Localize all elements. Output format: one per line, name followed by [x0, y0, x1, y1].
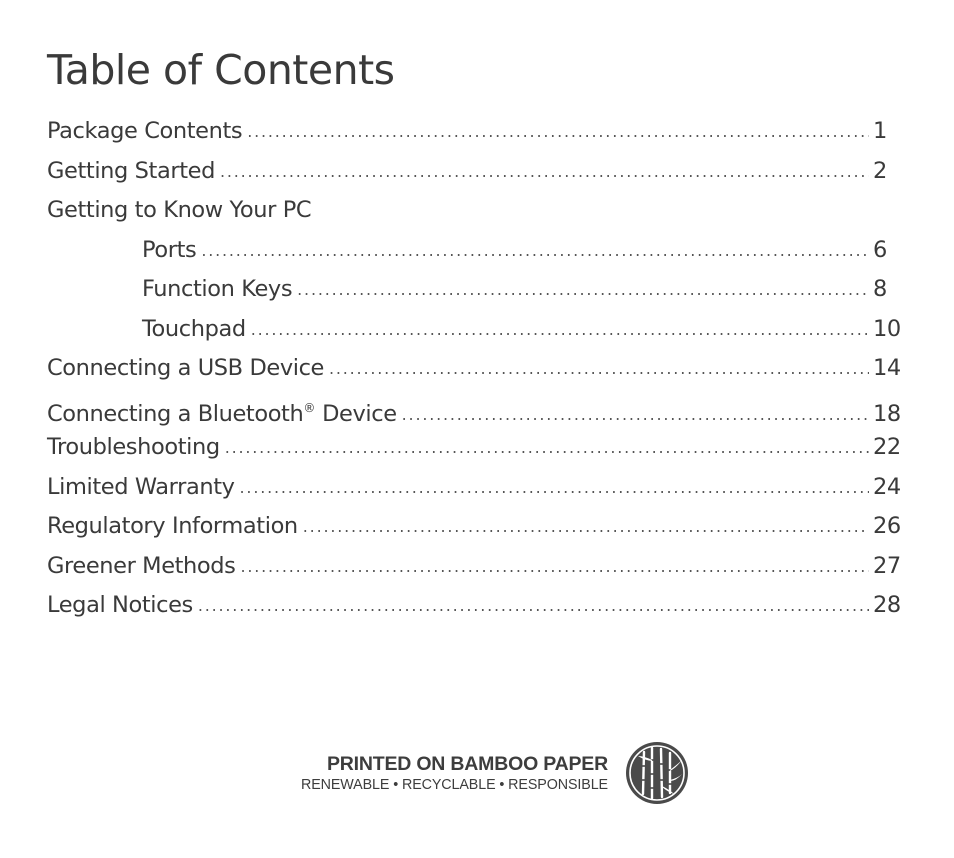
bamboo-icon: [624, 740, 690, 806]
registered-mark: ®: [303, 400, 316, 415]
dot-leader: [225, 428, 869, 468]
page-title: Table of Contents: [47, 46, 395, 94]
toc-page-number: 14: [873, 355, 901, 381]
toc-entry-label: Package Contents: [47, 118, 243, 144]
toc-page-number: 1: [873, 118, 887, 144]
toc-page-number: 2: [873, 157, 887, 184]
toc-page-number: 26: [873, 513, 901, 539]
dot-leader: [247, 112, 869, 152]
toc-entry-troubleshooting[interactable]: [47, 428, 907, 468]
toc-page-number: 24: [873, 473, 901, 500]
dot-leader: [220, 152, 869, 192]
toc-page-number: 6: [873, 236, 887, 263]
toc-page-number: 22: [873, 434, 901, 460]
toc-entry-label: Getting Started: [47, 157, 215, 184]
toc-entry-label: Function Keys: [142, 276, 293, 302]
toc-entry-ports[interactable]: [47, 231, 907, 271]
dot-leader: [201, 231, 869, 271]
footer-text: [301, 752, 608, 794]
dot-leader: [240, 468, 869, 508]
toc-entry-greener-methods[interactable]: [47, 547, 907, 587]
footer-headline: PRINTED ON BAMBOO PAPER: [326, 753, 608, 775]
toc-entry-label: Limited Warranty: [47, 473, 235, 500]
toc-entry-connecting-usb-device[interactable]: [47, 349, 907, 389]
footer-subline: RENEWABLE • RECYCLABLE • RESPONSIBLE: [300, 777, 608, 793]
toc-page-number: 27: [873, 552, 901, 579]
toc-entry-regulatory-information[interactable]: [47, 507, 907, 547]
toc-entry-limited-warranty[interactable]: [47, 468, 907, 508]
dot-leader: [329, 349, 869, 389]
toc-entry-package-contents[interactable]: [47, 112, 907, 152]
toc-page-number: 28: [873, 592, 901, 618]
toc-entry-label: Troubleshooting: [47, 434, 220, 460]
toc-page-number: 18: [873, 400, 901, 427]
dot-leader: [303, 507, 869, 547]
toc-entry-label: Getting to Know Your PC: [47, 197, 312, 223]
toc-entry-getting-started[interactable]: [47, 152, 907, 192]
toc-entry-label-main: Connecting a Bluetooth: [47, 400, 304, 427]
dot-leader: [241, 547, 870, 587]
table-of-contents: [47, 112, 907, 626]
toc-entry-label-suffix: Device: [315, 400, 397, 427]
toc-entry-label: Regulatory Information: [47, 513, 298, 539]
toc-entry-getting-to-know-your-pc[interactable]: [47, 191, 907, 231]
toc-page-number: 8: [873, 276, 887, 302]
bamboo-paper-footer: [276, 748, 696, 808]
toc-entry-function-keys[interactable]: [47, 270, 907, 310]
dot-leader: [198, 586, 869, 626]
dot-leader: [297, 270, 869, 310]
toc-entry-label: Touchpad: [142, 315, 246, 342]
toc-entry-touchpad[interactable]: [47, 310, 907, 350]
dot-leader: [251, 310, 869, 350]
toc-entry-legal-notices[interactable]: [47, 586, 907, 626]
toc-entry-label: Connecting a USB Device: [47, 355, 325, 381]
toc-entry-connecting-bluetooth-device[interactable]: [47, 389, 907, 429]
toc-entry-label: Legal Notices: [47, 592, 193, 618]
toc-page-number: 10: [873, 315, 901, 342]
toc-entry-label: Greener Methods: [47, 552, 236, 579]
toc-entry-label: Ports: [142, 236, 197, 263]
